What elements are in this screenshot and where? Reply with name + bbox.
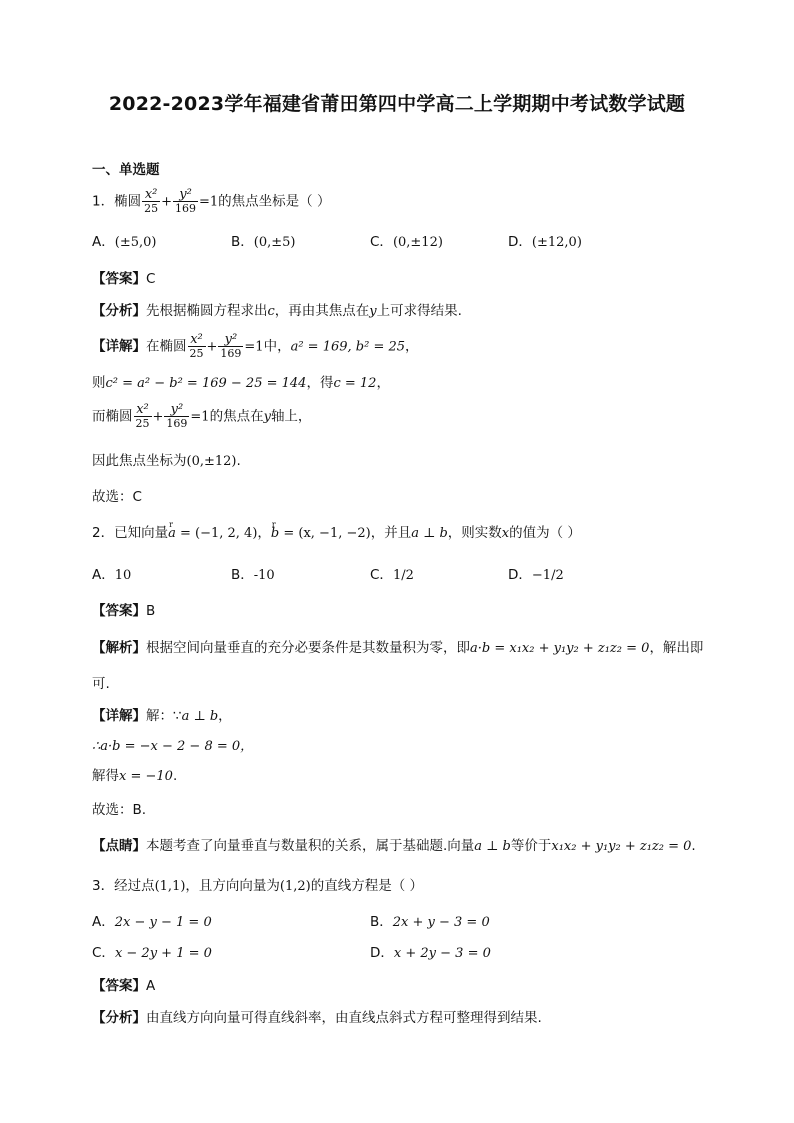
q2-analysis-line2: 可. (92, 676, 110, 692)
q2-option-b: B．-10 (231, 567, 275, 583)
section-heading: 一、单选题 (92, 162, 160, 178)
q2-choice: 故选：B. (92, 802, 147, 818)
q1-detail-line4: 因此焦点坐标为(0,±12). (92, 453, 241, 469)
q2-option-c: C．1/2 (370, 567, 414, 583)
q3-analysis: 【分析】由直线方向向量可得直线斜率，由直线点斜式方程可整理得到结果. (92, 1010, 542, 1026)
document-title: 2022-2023学年福建省莆田第四中学高二上学期期中考试数学试题 (108, 93, 686, 115)
q3-option-d: D．x + 2y − 3 = 0 (370, 945, 491, 961)
q1-answer: 【答案】C (92, 271, 156, 287)
q1-option-a: A．(±5,0) (92, 234, 157, 250)
q1-detail-line2: 则c² = a² − b² = 169 − 25 = 144，得c = 12， (92, 375, 390, 391)
q1-detail-line3: 而椭圆 $\frac{\text{x²}}{25}$ + $\frac{\text{y²}}{169}$ =1的焦点在y轴上， (92, 402, 312, 430)
q2-option-d: D．−1/2 (508, 567, 564, 583)
q1-stem-suffix: 的焦点坐标是（ ） (218, 193, 331, 210)
q1-detail-line1: 【详解】在椭圆 $\frac{\text{x²}}{25}$ + $\frac{\text{y²}}{169}$ =1中，a² = 169, b² = 25， (92, 332, 419, 360)
q2-comment: 【点睛】本题考查了向量垂直与数量积的关系，属于基础题.向量a ⊥ b等价于x₁x₂ + y₁y₂ + z₁z₂ = 0. (92, 838, 696, 854)
q1-fraction-x: $\frac{\text{x²}}{25}$ (144, 187, 159, 215)
q2-detail-line2: ∴a·b = −x − 2 − 8 = 0， (92, 739, 254, 754)
q1-stem: 1．椭圆 $\frac{\text{x²}}{25}$ + $\frac{\text{y²}}{169}$ =1的焦点坐标是（ ） (92, 187, 331, 215)
q3-option-c: C．x − 2y + 1 = 0 (92, 945, 212, 961)
q1-fraction-y: $\frac{\text{y²}}{169}$ (175, 187, 196, 215)
q2-detail-line1: 【详解】解：∵a ⊥ b， (92, 708, 232, 724)
q1-option-d: D．(±12,0) (508, 234, 582, 250)
q2-analysis: 【解析】根据空间向量垂直的充分必要条件是其数量积为零，即a·b = x₁x₂ + y₁y₂ + z₁z₂ = 0，解出即 (92, 640, 704, 656)
q1-choice: 故选：C (92, 489, 142, 505)
q2-answer: 【答案】B (92, 603, 156, 619)
q3-answer: 【答案】A (92, 978, 156, 994)
q3-option-b: B．2x + y − 3 = 0 (370, 914, 490, 930)
q1-analysis: 【分析】先根据椭圆方程求出c，再由其焦点在y上可求得结果. (92, 303, 462, 319)
q1-option-b: B．(0,±5) (231, 234, 296, 250)
q3-stem: 3．经过点(1,1)，且方向向量为(1,2)的直线方程是（ ） (92, 878, 424, 894)
q3-option-a: A．2x − y − 1 = 0 (92, 914, 212, 930)
q1-stem-prefix: 1．椭圆 (92, 193, 142, 210)
q1-option-c: C．(0,±12) (370, 234, 443, 250)
q2-detail-line3: 解得x = −10. (92, 768, 178, 784)
q2-stem: 2．已知向量r a = (−1, 2, 4)，r b = (x, −1, −2)，并且a ⊥ b，则实数x的值为（ ） (92, 523, 581, 544)
q2-option-a: A．10 (92, 567, 132, 583)
